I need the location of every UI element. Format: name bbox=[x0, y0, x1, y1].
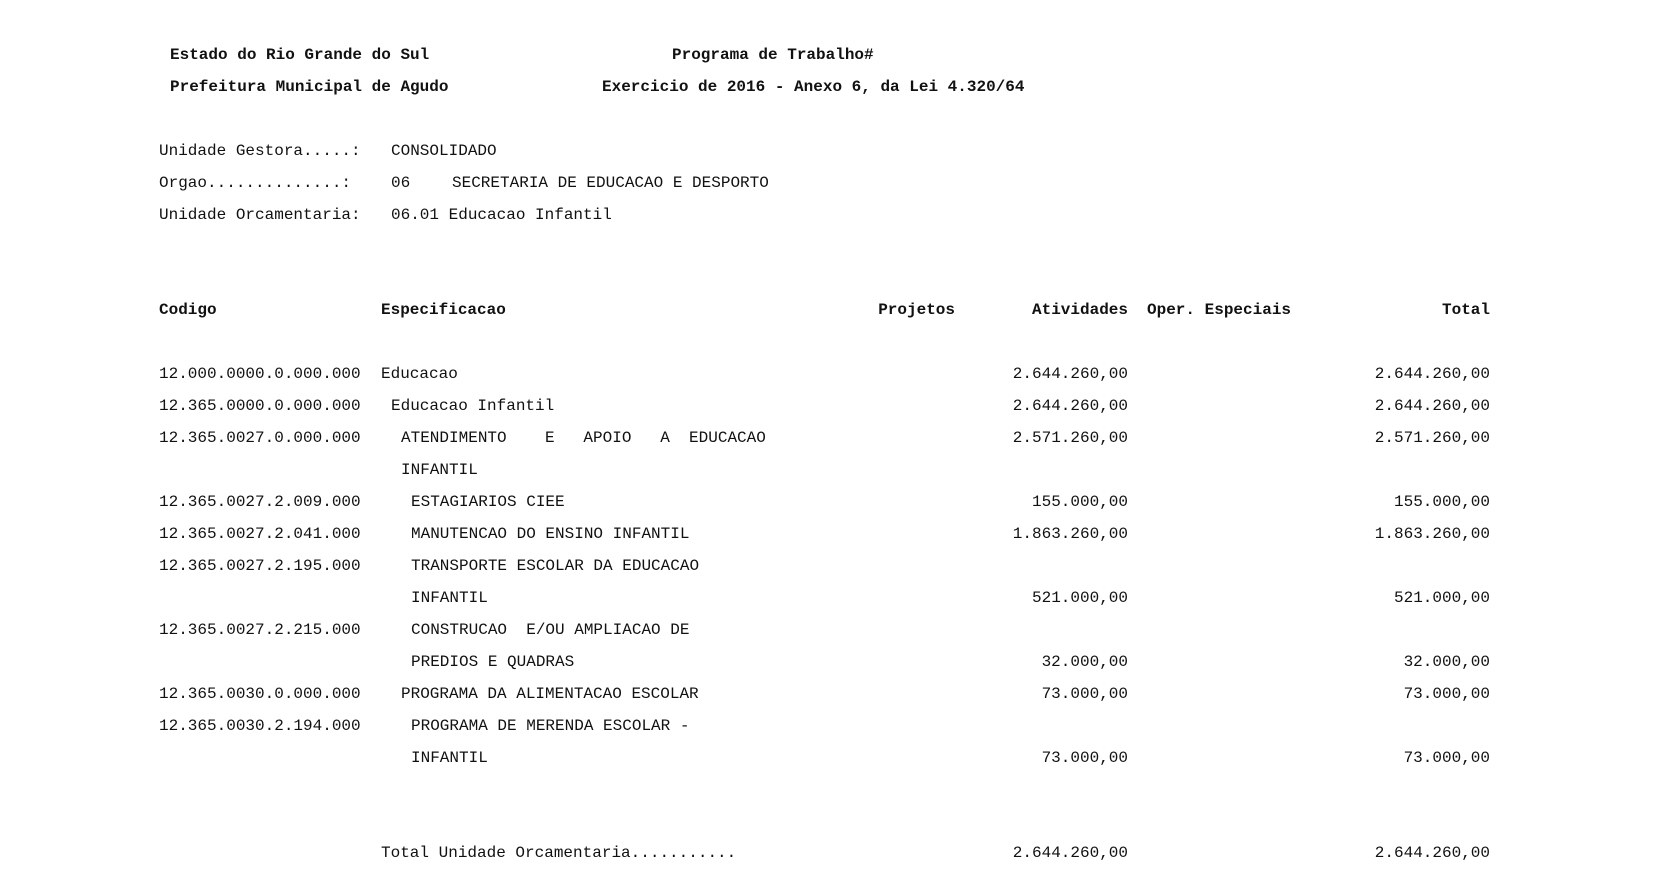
row-atividades: 521.000,00 bbox=[1031, 589, 1128, 607]
orgao-label: Orgao..............: bbox=[159, 174, 352, 192]
row-codigo: 12.365.0030.2.194.000 bbox=[159, 717, 361, 735]
row-total: 2.644.260,00 bbox=[1374, 365, 1490, 383]
row-atividades: 1.863.260,00 bbox=[1012, 525, 1128, 543]
gestora-label: Unidade Gestora.....: bbox=[159, 142, 361, 160]
orgao-code: 06 bbox=[391, 174, 411, 192]
row-total: 155.000,00 bbox=[1393, 493, 1490, 511]
col-codigo-header: Codigo bbox=[159, 301, 217, 319]
row-total: 32.000,00 bbox=[1403, 653, 1490, 671]
unidade-label: Unidade Orcamentaria: bbox=[159, 206, 361, 224]
row-total: 521.000,00 bbox=[1393, 589, 1490, 607]
row-total: 73.000,00 bbox=[1403, 685, 1490, 703]
unidade-value: 06.01 Educacao Infantil bbox=[391, 206, 612, 224]
row-especificacao: ATENDIMENTO E APOIO A EDUCACAO bbox=[401, 429, 766, 447]
exercise-title: Exercicio de 2016 - Anexo 6, da Lei 4.320/64 bbox=[602, 78, 1025, 96]
orgao-name: SECRETARIA DE EDUCACAO E DESPORTO bbox=[452, 174, 769, 192]
row-total: 2.644.260,00 bbox=[1374, 397, 1490, 415]
gestora-value: CONSOLIDADO bbox=[391, 142, 497, 160]
col-oper-header: Oper. Especiais bbox=[1147, 301, 1292, 319]
row-codigo: 12.365.0027.2.009.000 bbox=[159, 493, 361, 511]
row-codigo: 12.365.0027.0.000.000 bbox=[159, 429, 361, 447]
col-atividades-header: Atividades bbox=[1031, 301, 1128, 319]
row-especificacao-cont: INFANTIL bbox=[411, 589, 488, 607]
row-total: 1.863.260,00 bbox=[1374, 525, 1490, 543]
row-total: 2.571.260,00 bbox=[1374, 429, 1490, 447]
row-especificacao: ESTAGIARIOS CIEE bbox=[411, 493, 565, 511]
row-especificacao: TRANSPORTE ESCOLAR DA EDUCACAO bbox=[411, 557, 700, 575]
row-codigo: 12.365.0000.0.000.000 bbox=[159, 397, 361, 415]
municipality-name: Prefeitura Municipal de Agudo bbox=[170, 78, 449, 96]
row-especificacao-cont: PREDIOS E QUADRAS bbox=[411, 653, 575, 671]
row-atividades: 73.000,00 bbox=[1041, 685, 1128, 703]
row-codigo: 12.000.0000.0.000.000 bbox=[159, 365, 361, 383]
program-title: Programa de Trabalho# bbox=[672, 46, 874, 64]
row-especificacao: Educacao Infantil bbox=[391, 397, 555, 415]
row-codigo: 12.365.0027.2.041.000 bbox=[159, 525, 361, 543]
row-atividades: 32.000,00 bbox=[1041, 653, 1128, 671]
row-atividades: 73.000,00 bbox=[1041, 749, 1128, 767]
row-atividades: 2.644.260,00 bbox=[1012, 365, 1128, 383]
total-value: 2.644.260,00 bbox=[1374, 844, 1490, 862]
col-total-header: Total bbox=[1441, 301, 1490, 319]
row-atividades: 155.000,00 bbox=[1031, 493, 1128, 511]
row-atividades: 2.571.260,00 bbox=[1012, 429, 1128, 447]
state-name: Estado do Rio Grande do Sul bbox=[170, 46, 430, 64]
row-codigo: 12.365.0030.0.000.000 bbox=[159, 685, 361, 703]
row-atividades: 2.644.260,00 bbox=[1012, 397, 1128, 415]
row-especificacao-cont: INFANTIL bbox=[411, 749, 488, 767]
row-total: 73.000,00 bbox=[1403, 749, 1490, 767]
row-especificacao: PROGRAMA DA ALIMENTACAO ESCOLAR bbox=[401, 685, 699, 703]
col-projetos-header: Projetos bbox=[878, 301, 955, 319]
row-especificacao: Educacao bbox=[381, 365, 458, 383]
row-codigo: 12.365.0027.2.215.000 bbox=[159, 621, 361, 639]
col-especificacao-header: Especificacao bbox=[381, 301, 506, 319]
row-especificacao: CONSTRUCAO E/OU AMPLIACAO DE bbox=[411, 621, 690, 639]
row-codigo: 12.365.0027.2.195.000 bbox=[159, 557, 361, 575]
total-atividades: 2.644.260,00 bbox=[1012, 844, 1128, 862]
row-especificacao-cont: INFANTIL bbox=[401, 461, 478, 479]
total-label: Total Unidade Orcamentaria........... bbox=[381, 844, 737, 862]
row-especificacao: MANUTENCAO DO ENSINO INFANTIL bbox=[411, 525, 690, 543]
row-especificacao: PROGRAMA DE MERENDA ESCOLAR - bbox=[411, 717, 690, 735]
